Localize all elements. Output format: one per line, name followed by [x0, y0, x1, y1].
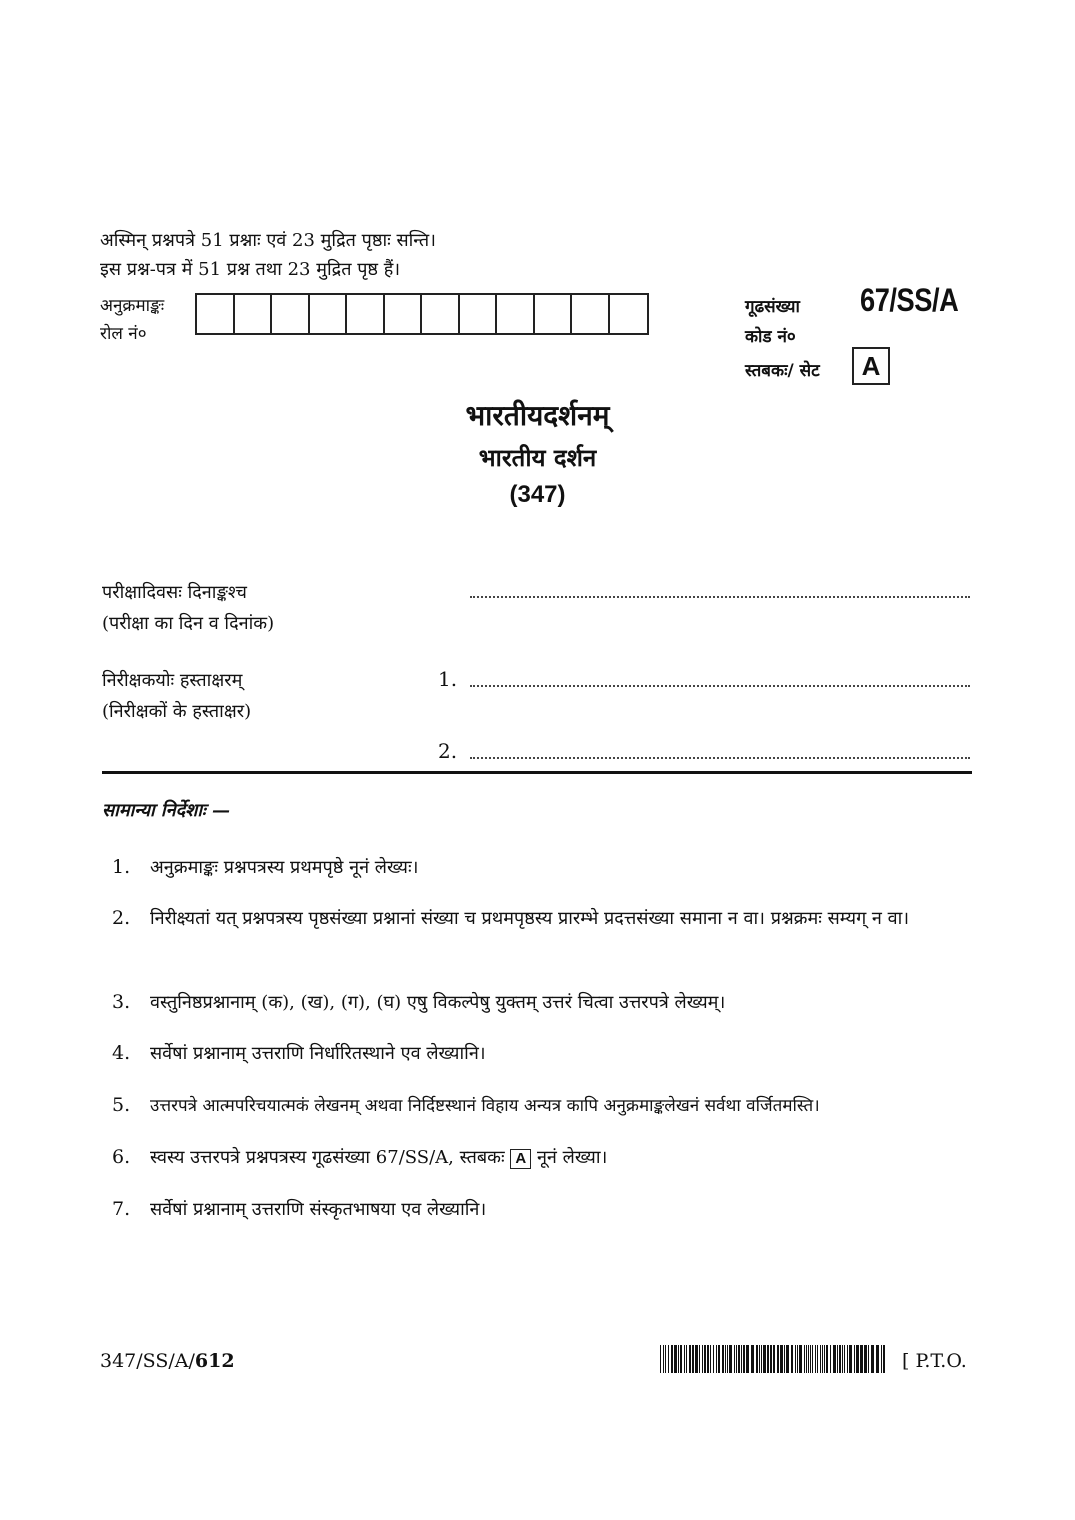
please-turn-over: [ P.T.O. — [902, 1350, 967, 1372]
roll-number-boxes[interactable] — [195, 293, 649, 335]
instruction-number: 1. — [112, 856, 131, 878]
instruction-text: सर्वेषां प्रश्नानाम् उत्तराणि निर्धारितस्थाने एव लेख्यानि। — [150, 1043, 486, 1064]
roll-digit-box[interactable] — [535, 295, 573, 333]
instruction-item — [112, 855, 418, 879]
roll-digit-box[interactable] — [310, 295, 348, 333]
invigilator-label-hindi: (निरीक्षकों के हस्ताक्षर) — [102, 701, 252, 722]
signature-1-number: 1. — [438, 667, 458, 691]
roll-number-label — [100, 292, 164, 348]
subject-title-hindi: भारतीय दर्शन — [478, 443, 597, 472]
instruction-text: उत्तरपत्रे आत्मपरिचयात्मकं लेखनम् अथवा निर्दिष्टस्थानं विहाय अन्यत्र कापि अनुक्रमाङ्कलेखनं सर्वथा वर्जितमस्ति। — [150, 1096, 820, 1116]
barcode-icon — [660, 1345, 886, 1373]
instruction-text-end: नूनं लेख्या। — [536, 1147, 608, 1168]
set-value-box: A — [852, 347, 890, 385]
roll-digit-box[interactable] — [422, 295, 460, 333]
exam-date-label — [102, 577, 274, 639]
invigilator-label-sanskrit: निरीक्षकयोः हस्ताक्षरम् — [102, 670, 243, 691]
instruction-text: निरीक्ष्यतां यत् प्रश्नपत्रस्य पृष्ठसंख्या प्रश्नानां संख्या च प्रथमपृष्ठस्य प्रारम्भे प्रदत्तसंख्या समाना न वा। प्रश्नक्रमः सम्यग् न वा। — [150, 908, 910, 929]
instruction-item — [112, 1145, 607, 1169]
footer-code-bold: 612 — [194, 1350, 235, 1372]
footer-code-prefix: 347/SS/A/ — [100, 1350, 195, 1372]
roll-digit-box[interactable] — [460, 295, 498, 333]
instruction-item — [112, 1197, 486, 1221]
instruction-text: वस्तुनिष्ठप्रश्नानाम् (क), (ख), (ग), (घ) एषु विकल्पेषु युक्तम् उत्तरं चित्वा उत्तरपत्रे लेख्यम्। — [150, 992, 726, 1013]
signature-1-line[interactable] — [470, 685, 970, 687]
instruction-number: 6. — [112, 1146, 131, 1168]
instruction-text: अनुक्रमाङ्कः प्रश्नपत्रस्य प्रथमपृष्ठे नूनं लेख्यः। — [150, 857, 419, 878]
signature-2-number: 2. — [438, 739, 458, 763]
instruction-item — [112, 1093, 820, 1116]
instruction-number: 4. — [112, 1042, 131, 1064]
exam-date-label-sanskrit: परीक्षादिवसः दिनाङ्कश्च — [102, 582, 247, 603]
roll-number-label-hindi: रोल नं० — [100, 324, 147, 344]
subject-code: (347) — [509, 481, 566, 508]
set-mini-box: A — [510, 1149, 531, 1169]
set-label: स्तबकः/ सेट — [745, 361, 820, 381]
instruction-number: 3. — [112, 991, 131, 1013]
roll-digit-box[interactable] — [235, 295, 273, 333]
code-number-label-sanskrit: गूढसंख्या — [745, 297, 800, 317]
signature-2-line[interactable] — [470, 757, 970, 759]
exam-date-label-hindi: (परीक्षा का दिन व दिनांक) — [102, 613, 275, 634]
page-count-note-hindi: इस प्रश्न-पत्र में 51 प्रश्न तथा 23 मुद्रित पृष्ठ हैं। — [100, 259, 401, 280]
roll-digit-box[interactable] — [385, 295, 423, 333]
code-number-label — [745, 292, 800, 352]
footer-paper-code — [100, 1350, 235, 1372]
exam-date-fill-line[interactable] — [470, 596, 970, 598]
instruction-text: सर्वेषां प्रश्नानाम् उत्तराणि संस्कृतभाषया एव लेख्यानि। — [150, 1199, 487, 1220]
invigilator-signature-label — [102, 665, 251, 727]
code-number-value: 67/SS/A — [860, 282, 959, 318]
subject-title-sanskrit: भारतीयदर्शनम् — [465, 399, 610, 432]
roll-digit-box[interactable] — [572, 295, 610, 333]
roll-digit-box[interactable] — [610, 295, 648, 333]
divider-rule — [102, 771, 972, 774]
roll-digit-box[interactable] — [197, 295, 235, 333]
instruction-item — [112, 903, 1012, 934]
page-count-note-sanskrit: अस्मिन् प्रश्नपत्रे 51 प्रश्नाः एवं 23 मुद्रित पृष्ठाः सन्ति। — [100, 230, 436, 251]
instruction-number: 5. — [112, 1094, 131, 1116]
instruction-text: स्वस्य उत्तरपत्रे प्रश्नपत्रस्य गूढसंख्या 67/SS/A, स्तबकः — [150, 1147, 505, 1168]
code-number-label-hindi: कोड नं० — [745, 327, 796, 347]
instructions-heading: सामान्या निर्देशाः — — [102, 800, 230, 821]
instruction-item — [112, 1041, 486, 1065]
roll-number-label-sanskrit: अनुक्रमाङ्कः — [100, 296, 165, 316]
roll-digit-box[interactable] — [347, 295, 385, 333]
roll-digit-box[interactable] — [272, 295, 310, 333]
roll-digit-box[interactable] — [497, 295, 535, 333]
instruction-number: 2. — [112, 907, 131, 929]
instruction-number: 7. — [112, 1198, 131, 1220]
instruction-item — [112, 990, 725, 1014]
